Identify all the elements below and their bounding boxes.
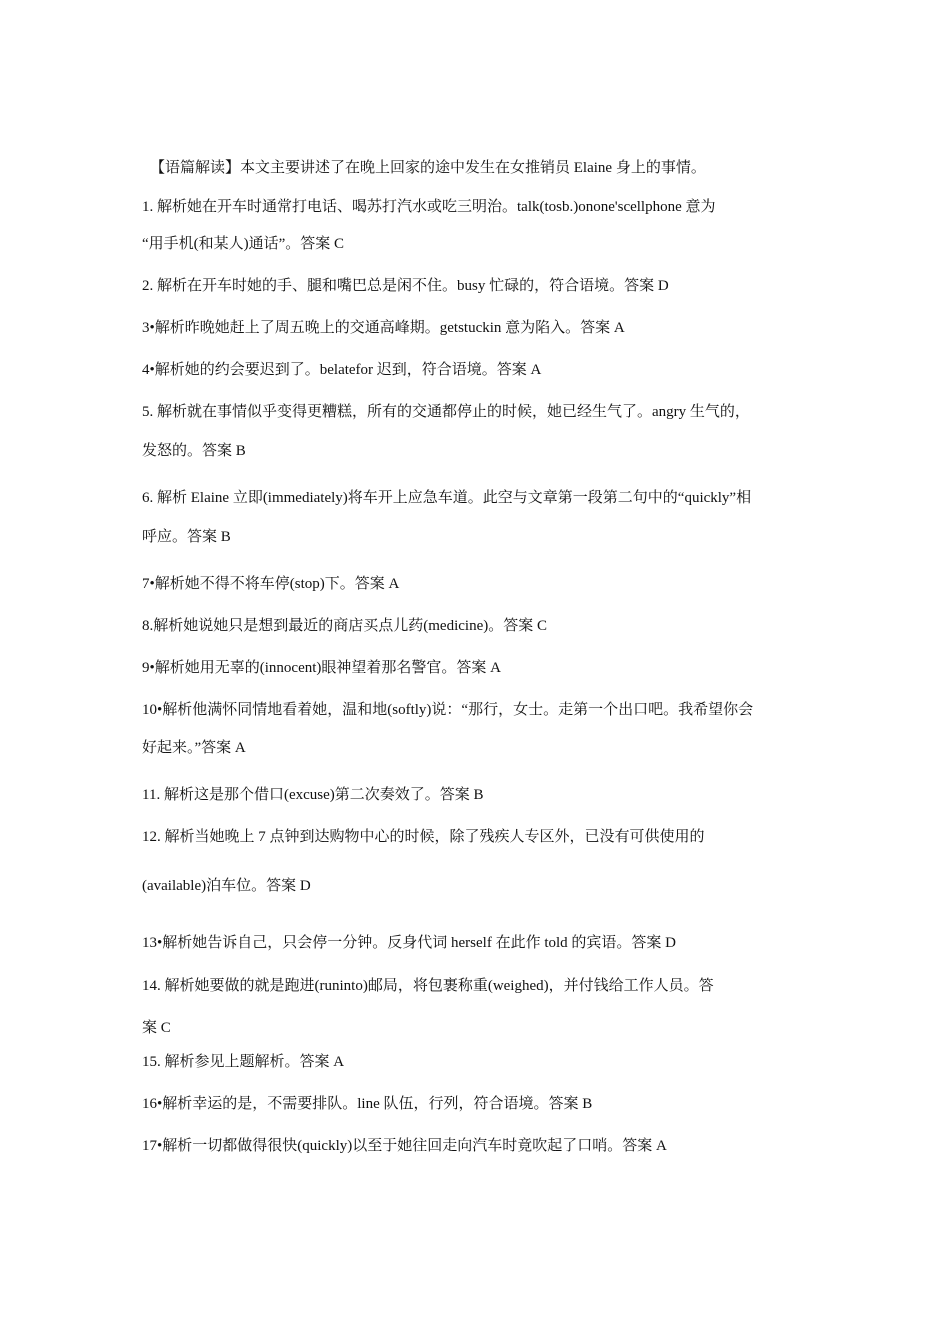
answer-line-10-cont: 好起来。”答案 A: [142, 740, 246, 756]
answer-line-15: 15. 解析参见上题解析。答案 A: [142, 1054, 345, 1070]
answer-line-7: 7•解析她不得不将车停(stop)下。答案 A: [142, 576, 400, 592]
answer-line-6: 6. 解析 Elaine 立即(immediately)将车开上应急车道。此空与文章第一段第二句中的“quickly”相: [142, 490, 752, 506]
answer-line-12-cont: (available)泊车位。答案 D: [142, 878, 311, 894]
answer-line-13: 13•解析她告诉自己，只会停一分钟。反身代词 herself 在此作 told 的宾语。答案 D: [142, 935, 676, 951]
answer-line-5-cont: 发怒的。答案 B: [142, 443, 246, 459]
answer-line-16: 16•解析幸运的是，不需要排队。line 队伍，行列，符合语境。答案 B: [142, 1096, 593, 1112]
answer-line-17: 17•解析一切都做得很快(quickly)以至于她往回走向汽车时竟吹起了口哨。答案 A: [142, 1138, 667, 1154]
answer-line-4: 4•解析她的约会要迟到了。belatefor 迟到，符合语境。答案 A: [142, 362, 542, 378]
answer-line-14: 14. 解析她要做的就是跑进(runinto)邮局，将包裹称重(weighed)，并付钱给工作人员。答: [142, 978, 714, 994]
answer-line-8: 8.解析她说她只是想到最近的商店买点儿药(medicine)。答案 C: [142, 618, 547, 634]
intro-paragraph: 【语篇解读】本文主要讲述了在晚上回家的途中发生在女推销员 Elaine 身上的事情。: [150, 160, 706, 176]
answer-line-12: 12. 解析当她晚上 7 点钟到达购物中心的时候，除了残疾人专区外，已没有可供使用的: [142, 829, 705, 845]
answer-line-3: 3•解析昨晚她赶上了周五晚上的交通高峰期。getstuckin 意为陷入。答案 A: [142, 320, 625, 336]
answer-line-1-cont: “用手机(和某人)通话”。答案 C: [142, 236, 345, 252]
answer-line-11: 11. 解析这是那个借口(excuse)第二次奏效了。答案 B: [142, 787, 484, 803]
answer-line-5: 5. 解析就在事情似乎变得更糟糕，所有的交通都停止的时候，她已经生气了。angry 生气的，: [142, 404, 750, 420]
answer-line-1: 1. 解析她在开车时通常打电话、喝苏打汽水或吃三明治。talk(tosb.)onone'scellphone 意为: [142, 199, 716, 215]
answer-line-10: 10•解析他满怀同情地看着她，温和地(softly)说：“那行，女士。走第一个出口吧。我希望你会: [142, 702, 754, 718]
answer-line-6-cont: 呼应。答案 B: [142, 529, 231, 545]
answer-line-2: 2. 解析在开车时她的手、腿和嘴巴总是闲不住。busy 忙碌的，符合语境。答案 D: [142, 278, 669, 294]
answer-line-14-cont: 案 C: [142, 1020, 171, 1036]
answer-line-9: 9•解析她用无辜的(innocent)眼神望着那名警官。答案 A: [142, 660, 501, 676]
